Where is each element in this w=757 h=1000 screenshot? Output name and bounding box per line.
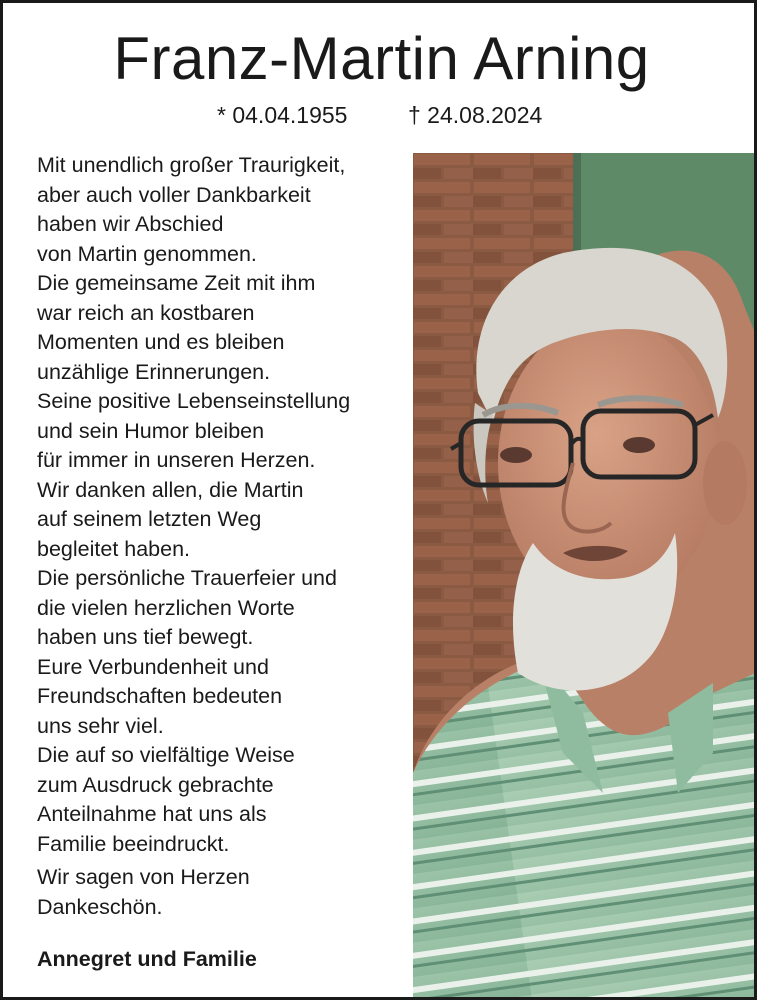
text-line: die vielen herzlichen Worte	[37, 595, 295, 620]
portrait-photo	[413, 153, 755, 998]
text-line: Seine positive Lebenseinstellung	[37, 389, 351, 413]
text-line: Die gemeinsame Zeit mit ihm	[37, 271, 316, 295]
portrait-illustration	[413, 153, 755, 998]
text-line: Anteilnahme hat uns als	[37, 802, 267, 826]
text-line: Freundschaften bedeuten	[37, 684, 283, 708]
thanks-line: Wir sagen von Herzen	[37, 865, 250, 889]
text-line: zum Ausdruck gebrachte	[37, 772, 274, 797]
text-line: Momenten und es bleiben	[37, 330, 285, 354]
thanks-line: Dankeschön.	[37, 894, 163, 919]
text-line: Die persönliche Trauerfeier und	[37, 566, 337, 590]
text-line: Familie beeindruckt.	[37, 831, 230, 856]
text-line: von Martin genommen.	[37, 241, 257, 266]
text-line: Die auf so vielfältige Weise	[37, 743, 295, 767]
text-line: haben uns tief bewegt.	[37, 625, 254, 649]
text-line: und sein Humor bleiben	[37, 418, 265, 443]
text-line: begleitet haben.	[37, 536, 191, 561]
text-line: für immer in unseren Herzen.	[37, 448, 316, 472]
text-line: auf seinem letzten Weg	[37, 507, 262, 531]
text-line: haben wir Abschied	[37, 212, 224, 236]
signature: Annegret und Familie	[37, 947, 257, 971]
text-line: uns sehr viel.	[37, 713, 164, 738]
text-line: Mit unendlich großer Traurigkeit,	[37, 153, 346, 177]
text-line: aber auch voller Dankbarkeit	[37, 182, 311, 207]
text-line: unzählige Erinnerungen.	[37, 359, 271, 384]
obituary-text	[37, 151, 409, 859]
thanks-text	[37, 863, 409, 922]
death-date: † 24.08.2024	[408, 102, 543, 128]
text-line: Wir danken allen, die Martin	[37, 477, 304, 502]
text-line: war reich an kostbaren	[37, 300, 255, 325]
text-line: Eure Verbundenheit und	[37, 654, 269, 679]
birth-date: * 04.04.1955	[217, 102, 348, 128]
deceased-name: Franz-Martin Arning	[113, 25, 650, 92]
